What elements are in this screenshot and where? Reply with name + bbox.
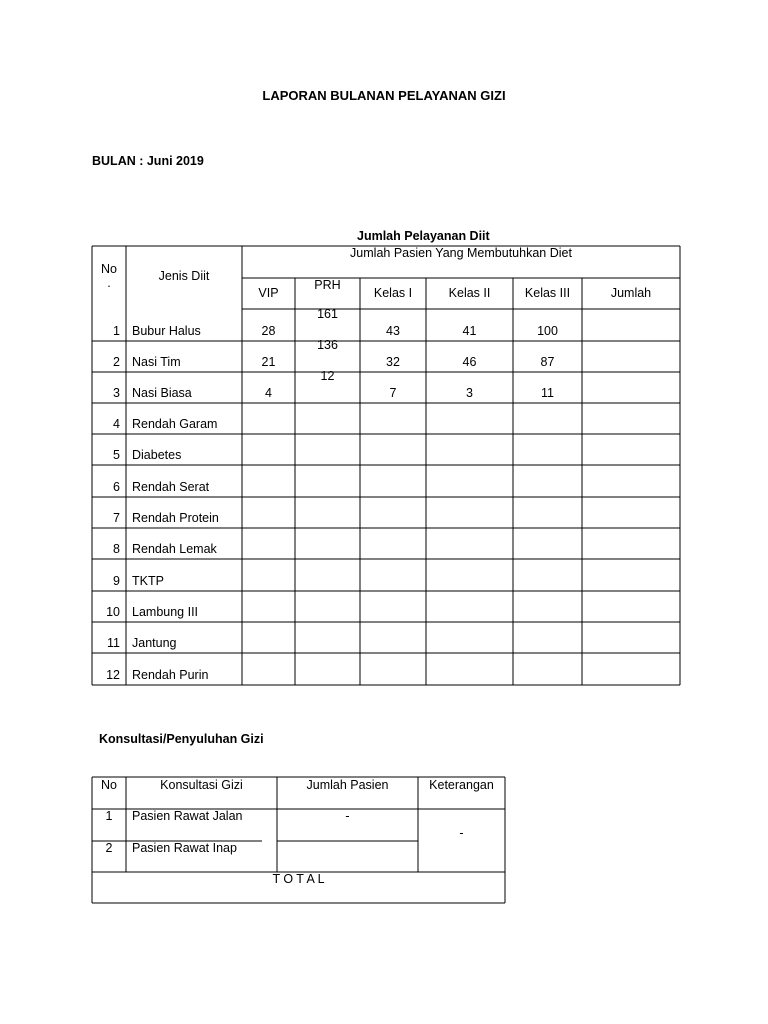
diet-row-prh: 136 <box>317 338 338 352</box>
consult-row-no: 1 <box>105 809 113 823</box>
diet-row-no: 10 <box>106 605 120 619</box>
consult-total-label: T O T A L <box>272 872 325 886</box>
diet-row-kelas-1: 7 <box>389 386 397 400</box>
diet-row-kelas-2: 3 <box>466 386 473 400</box>
diet-row-no: 9 <box>113 574 120 588</box>
diet-row-no: 5 <box>113 448 120 462</box>
diet-row-vip: 21 <box>261 355 276 369</box>
diet-row-no: 4 <box>113 417 120 431</box>
diet-row-name: Diabetes <box>132 448 182 462</box>
consult-keterangan-value: - <box>459 826 464 840</box>
diet-row-vip: 28 <box>261 324 276 338</box>
diet-row-vip: 4 <box>265 386 272 400</box>
diet-row-name: Nasi Biasa <box>132 386 192 400</box>
diet-row-no: 6 <box>113 480 120 494</box>
diet-row-no: 12 <box>106 668 120 682</box>
header-jumlah: Jumlah <box>610 286 652 300</box>
diet-row-kelas-1: 32 <box>386 355 400 369</box>
diet-row-name: Jantung <box>132 636 177 650</box>
consult-header-keterangan: Keterangan <box>429 778 494 792</box>
page-title: LAPORAN BULANAN PELAYANAN GIZI <box>262 88 506 103</box>
header-kelas-1: Kelas I <box>373 286 413 300</box>
consult-row-name: Pasien Rawat Inap <box>132 841 237 855</box>
diet-row-kelas-3: 100 <box>537 324 558 338</box>
diet-row-name: Bubur Halus <box>132 324 201 338</box>
consult-section-title: Konsultasi/Penyuluhan Gizi <box>99 732 264 746</box>
diet-row-kelas-1: 43 <box>386 324 400 338</box>
consult-header-jumlah: Jumlah Pasien <box>306 778 389 792</box>
diet-row-name: Lambung III <box>132 605 199 619</box>
consult-row-name: Pasien Rawat Jalan <box>132 809 243 823</box>
diet-row-no: 7 <box>113 511 120 525</box>
diet-row-no: 3 <box>113 386 120 400</box>
month-line: BULAN : Juni 2019 <box>92 154 204 168</box>
header-kelas-3: Kelas III <box>524 286 571 300</box>
diet-row-name: Rendah Garam <box>132 417 218 431</box>
diet-row-no: 1 <box>113 324 120 338</box>
header-group: Jumlah Pasien Yang Membutuhkan Diet <box>350 246 572 260</box>
diet-row-prh: 161 <box>317 307 338 321</box>
diet-section-title: Jumlah Pelayanan Diit <box>357 229 490 243</box>
diet-row-kelas-3: 87 <box>540 355 555 369</box>
header-no-dot: . <box>107 276 111 290</box>
header-vip: VIP <box>258 286 279 300</box>
diet-row-no: 11 <box>107 636 120 650</box>
header-jenis-diit: Jenis Diit <box>158 269 210 283</box>
consult-header-konsultasi: Konsultasi Gizi <box>160 778 243 792</box>
header-no: No <box>101 262 117 276</box>
diet-row-name: Rendah Lemak <box>132 542 217 556</box>
diet-row-no: 2 <box>113 355 120 369</box>
consult-row-no: 2 <box>105 841 113 855</box>
diet-row-kelas-2: 46 <box>462 355 477 369</box>
diet-row-name: TKTP <box>132 574 164 588</box>
diet-row-name: Rendah Protein <box>132 511 219 525</box>
diet-row-kelas-3: 11 <box>541 386 554 400</box>
diet-row-prh: 12 <box>320 369 335 383</box>
diet-row-name: Rendah Purin <box>132 668 209 682</box>
consult-header-no: No <box>101 778 117 792</box>
consult-row-jumlah: - <box>345 809 350 823</box>
diet-row-no: 8 <box>113 542 120 556</box>
header-kelas-2: Kelas II <box>448 286 491 300</box>
header-prh: PRH <box>314 278 341 292</box>
diet-row-name: Nasi Tim <box>132 355 181 369</box>
diet-row-kelas-2: 41 <box>462 324 477 338</box>
diet-row-name: Rendah Serat <box>132 480 210 494</box>
